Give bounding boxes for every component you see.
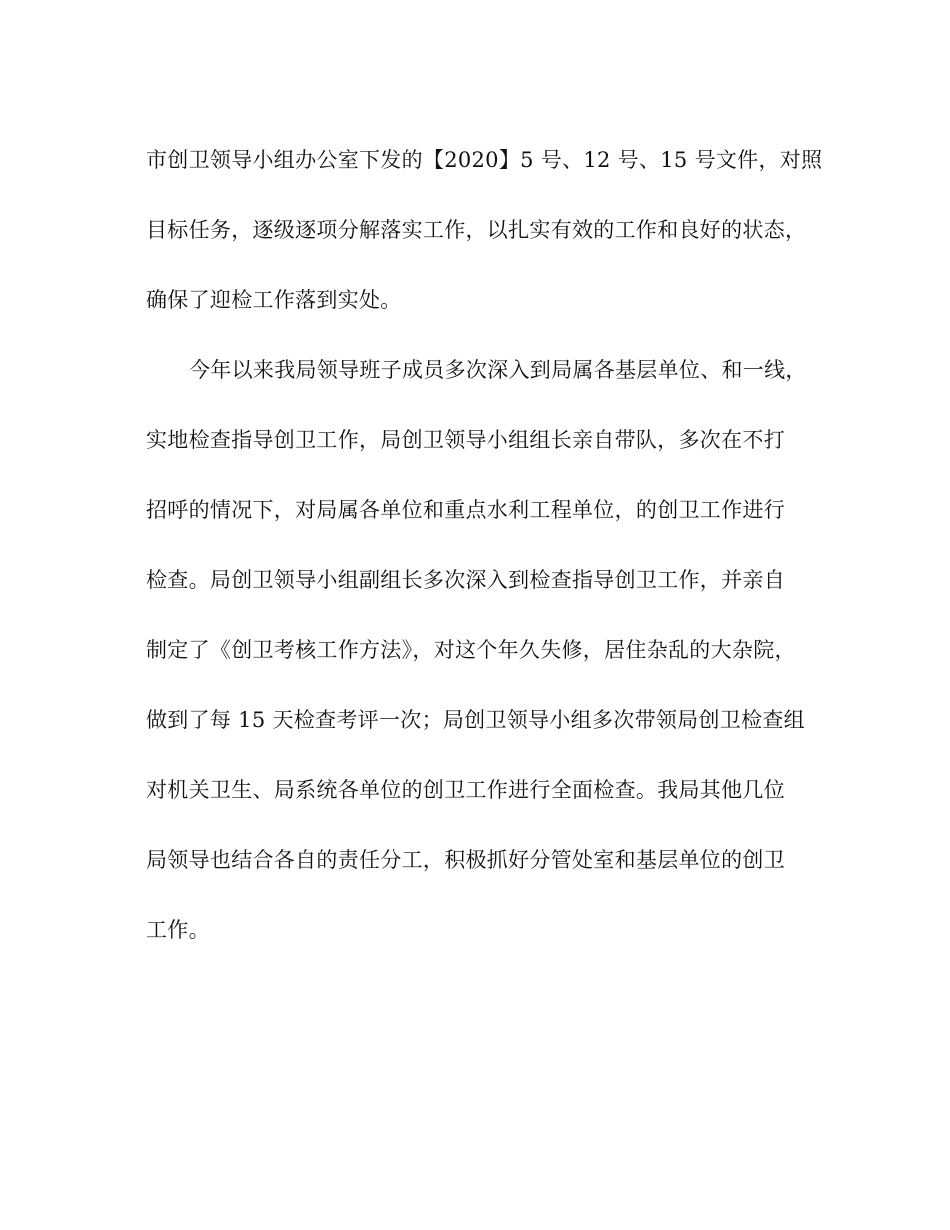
text-line: 市创卫领导小组办公室下发的【2020】5 号、12 号、15 号文件，对照 xyxy=(146,148,823,172)
text-line: 局领导也结合各自的责任分工，积极抓好分管处室和基层单位的创卫 xyxy=(146,848,785,872)
text-line: 工作。 xyxy=(146,918,210,942)
text-line: 检查。局创卫领导小组副组长多次深入到检查指导创卫工作，并亲自 xyxy=(146,568,785,592)
text-line: 今年以来我局领导班子成员多次深入到局属各基层单位、和一线， xyxy=(189,358,807,382)
text-line: 做到了每 15 天检查考评一次；局创卫领导小组多次带领局创卫检查组 xyxy=(146,708,805,732)
text-line: 制定了《创卫考核工作方法》，对这个年久失修，居住杂乱的大杂院， xyxy=(146,638,796,662)
document-body xyxy=(146,138,823,978)
paragraph-1 xyxy=(146,138,823,348)
paragraph-2 xyxy=(146,348,816,978)
text-line: 目标任务，逐级逐项分解落实工作，以扎实有效的工作和良好的状态， xyxy=(146,218,807,242)
text-line: 实地检查指导创卫工作，局创卫领导小组组长亲自带队，多次在不打 xyxy=(146,428,785,452)
text-line: 招呼的情况下，对局属各单位和重点水利工程单位，的创卫工作进行 xyxy=(146,498,785,522)
text-line: 确保了迎检工作落到实处。 xyxy=(146,288,402,312)
text-line: 对机关卫生、局系统各单位的创卫工作进行全面检查。我局其他几位 xyxy=(146,778,785,802)
